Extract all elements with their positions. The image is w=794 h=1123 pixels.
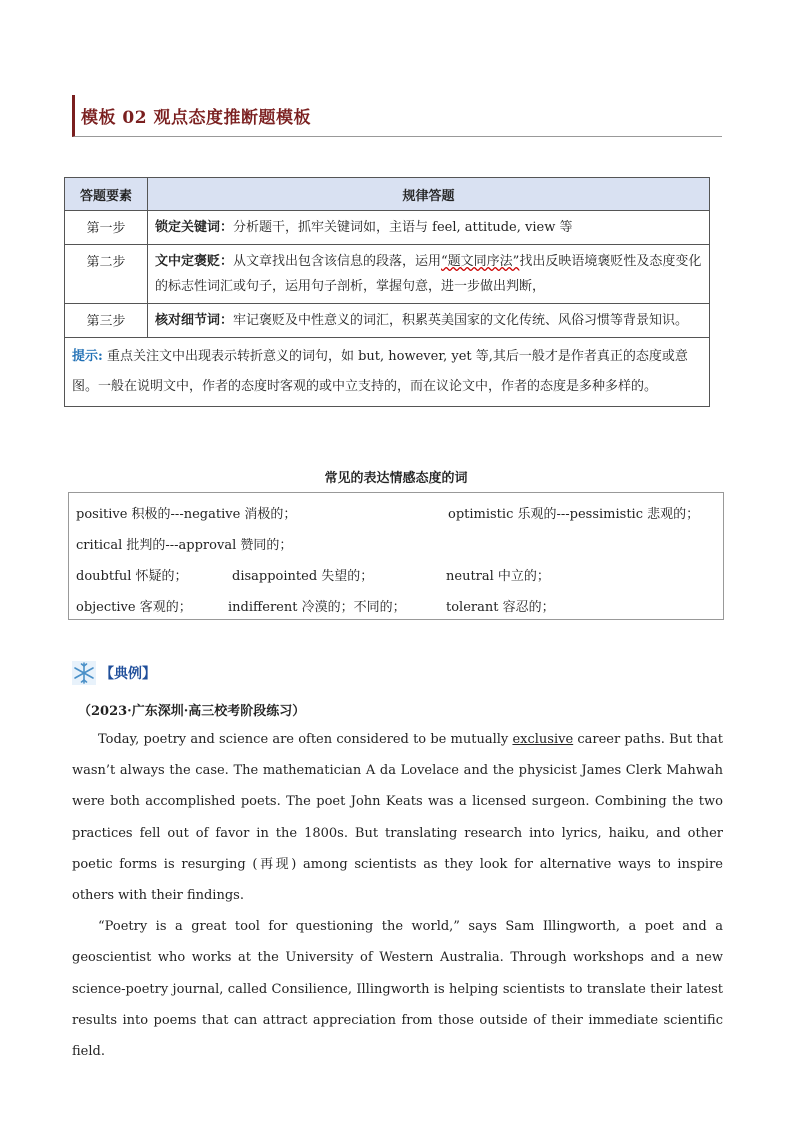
vocab-item: disappointed 失望的； (232, 569, 374, 584)
vocab-item: critical 批判的---approval 赞同的； (76, 538, 293, 553)
step-key: 文中定褒贬： (155, 254, 234, 269)
vocab-item: doubtful 怀疑的； (76, 569, 188, 584)
vocab-item: indifferent 冷漠的；不同的； (228, 600, 406, 615)
step-content (148, 211, 710, 245)
vocab-item: objective 客观的； (76, 600, 192, 615)
step-label: 第二步 (65, 245, 148, 304)
step-text-after: 找出反映语境褒贬性及态度变化的标志性词汇或句子，运用句子剖析，掌握句意，进一步做出判断， (155, 254, 702, 294)
tip-text: 重点关注文中出现表示转折意义的词句，如 but, however, yet 等,其后一般才是作者真正的态度或意图。一般在说明文中，作者的态度时客观的或中立支持的，而在议论文中，作者的态度是多种多样的。 (72, 349, 688, 394)
heading-title: 模板 02 观点态度推断题模板 (81, 108, 311, 128)
tip-row (65, 338, 710, 407)
step-content (148, 245, 710, 304)
vocab-item: neutral 中立的； (446, 569, 550, 584)
vocab-item: optimistic 乐观的---pessimistic 悲观的； (448, 507, 700, 522)
example-header (72, 658, 156, 688)
rules-table (64, 177, 710, 407)
vocab-box (68, 492, 724, 620)
underlined-word: exclusive (512, 732, 574, 747)
step-label: 第三步 (65, 304, 148, 338)
template-heading (72, 95, 722, 137)
header-answer-elements: 答题要素 (65, 178, 148, 211)
passage-paragraph (72, 724, 723, 911)
vocab-item: tolerant 容忍的； (446, 600, 555, 615)
step-key: 锁定关键词： (155, 220, 234, 235)
table-header-row (65, 178, 710, 211)
example-source: （2023·广东深圳·高三校考阶段练习） (78, 704, 306, 719)
step-label: 第一步 (65, 211, 148, 245)
reading-passage (72, 724, 723, 1067)
vocab-title: 常见的表达情感态度的词 (324, 471, 468, 486)
step-text: 分析题干，抓牢关键词如，主语与 feel, attitude, view 等 (233, 220, 573, 235)
table-row (65, 245, 710, 304)
step-text-before: 从文章找出包含该信息的段落，运用 (233, 254, 442, 269)
tip-label: 提示: (72, 349, 103, 364)
tip-content (65, 338, 710, 407)
step-text: 牢记褒贬及中性意义的词汇，积累英美国家的文化传统、风俗习惯等背景知识。 (233, 313, 689, 328)
snowflake-icon (72, 661, 96, 685)
step-key: 核对细节词： (155, 313, 234, 328)
table-row (65, 304, 710, 338)
step-highlight: “题文同序法” (441, 254, 520, 269)
passage-paragraph: “Poetry is a great tool for questioning the world,” says Sam Illingworth, a poet and a geoscientist who works at the University of Western Australia. Through workshops and a new science-poetry journal, called Consilience, Illingworth is helping scientists to translate their latest results into poems that can attract appreciation from those outside of their immediate scientific field. (72, 919, 723, 1060)
header-rules: 规律答题 (148, 178, 710, 211)
example-label: 【典例】 (100, 666, 156, 682)
step-content (148, 304, 710, 338)
table-row (65, 211, 710, 245)
vocab-item: positive 积极的---negative 消极的； (76, 507, 297, 522)
p1-part2: career paths. But that wasn’t always the case. The mathematician A da Lovelace and the physicist James Clerk Mahwah were both accomplished poets. The poet John Keats was a licensed surgeon. Combining the two practices fell out of favor in the 1800s. But translating research into lyrics, haiku, and other poetic forms is resurging (再现) among scientists as they look for alternative ways to inspire others with their findings. (72, 732, 723, 904)
p1-part1: Today, poetry and science are often considered to be mutually (98, 732, 513, 747)
